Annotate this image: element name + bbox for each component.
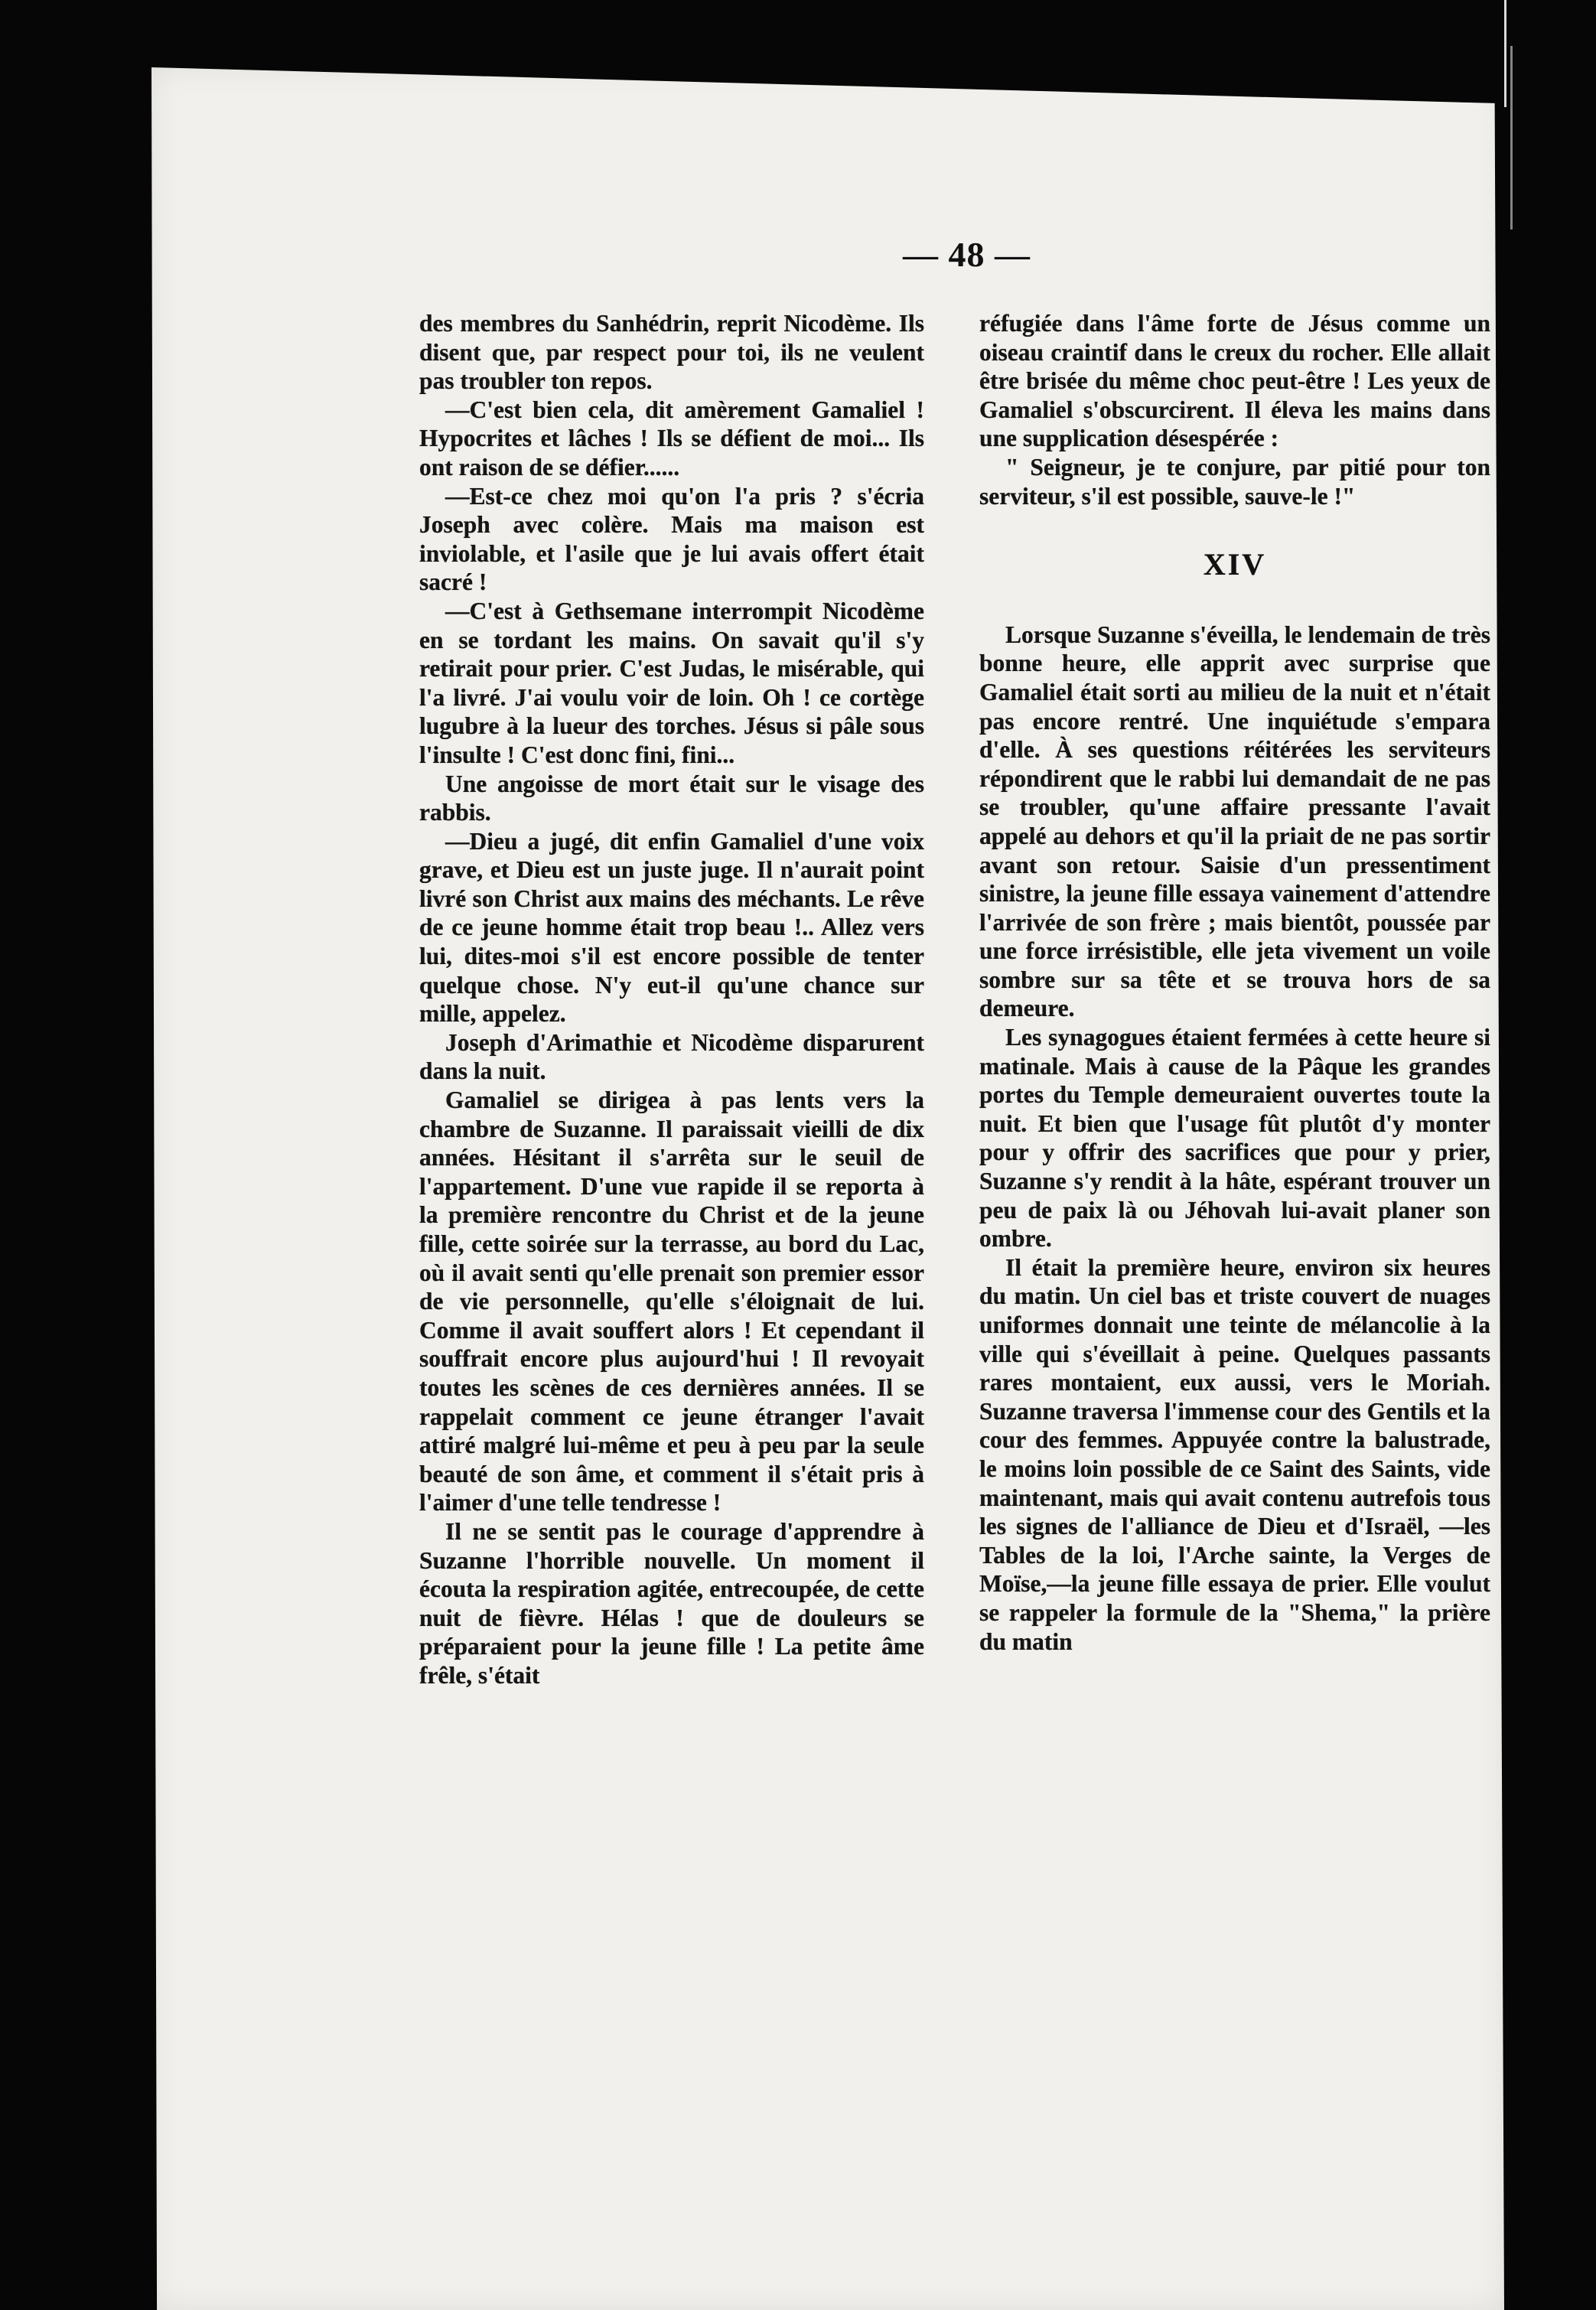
left-text-column <box>419 309 924 1690</box>
paragraph: Gamaliel se dirigea à pas lents vers la chambre de Suzanne. Il paraissait vieilli de dix années. Hésitant il s'arrêta sur le seuil de l'appartement. D'une vue rapide il se reporta à la première rencontre du Christ et de la jeune fille, cette soirée sur la terrasse, au bord du Lac, où il avait senti qu'elle prenait son premier essor de vie personnelle, qu'elle s'éloignait de lui. Comme il avait souffert alors ! Et cependant il souffrait encore plus aujourd'hui ! Il revoyait toutes les scènes de ces dernières années. Il se rappelait comment ce jeune étranger l'avait attiré malgré lui-même et peu à peu par la seule beauté de son âme, et comment il s'était pris à l'aimer d'une telle tendresse ! <box>419 1087 924 1517</box>
chapter-heading: XIV <box>1203 547 1267 582</box>
paragraph: Il ne se sentit pas le courage d'apprendre à Suzanne l'horrible nouvelle. Un moment il écouta la respiration agitée, entrecoupée, de cette nuit de fièvre. Hélas ! que de douleurs se préparaient pour la jeune fille ! La petite âme frêle, s'était <box>419 1517 924 1689</box>
paragraph: Les synagogues étaient fermées à cette heure si matinale. Mais à cause de la Pâque les grandes portes du Temple demeuraient ouvertes toute la nuit. Et bien que l'usage fût plutôt d'y monter pour y offrir des sacrifices que pour y prier, Suzanne s'y rendit à la hâte, espérant trouver un peu de paix là ou Jéhovah lui-avait planer son ombre. <box>979 1024 1490 1253</box>
paragraph: Il était la première heure, environ six heures du matin. Un ciel bas et triste couvert de nuages uniformes donnait une teinte de mélancolie à la ville qui s'éveillait à peine. Quelques passants rares montaient, eux aussi, vers le Moriah. Suzanne traversa l'immense cour des Gentils et la cour des femmes. Appuyée contre la balustrade, le moins loin possible de ce Saint des Saints, vide maintenant, mais qui avait contenu autrefois tous les signes de l'alliance de Dieu et d'Israël, —les Tables de la loi, l'Arche sainte, la Verges de Moïse,—la jeune fille essaya de prier. Elle voulut se rappeler la formule de la "Shema," la prière du matin <box>979 1253 1490 1655</box>
paragraph: réfugiée dans l'âme forte de Jésus comme un oiseau craintif dans le creux du rocher. Elle allait être brisée du même choc peut-être ! Les yeux de Gamaliel s'obscurcirent. Il éleva les mains dans une supplication désespérée : <box>979 310 1490 452</box>
paragraph: —C'est à Gethsemane interrompit Nicodème en se tordant les mains. On savait qu'il s'y retirait pour prier. C'est Judas, le misérable, qui l'a livré. J'ai voulu voir de loin. Oh ! ce cortège lugubre à la lueur des torches. Jésus si pâle sous l'insulte ! C'est donc fini, fini... <box>419 597 924 768</box>
page-edge-line <box>1504 0 1506 107</box>
paragraph: —C'est bien cela, dit amèrement Gamaliel ! Hypocrites et lâches ! Ils se défient de moi... Ils ont raison de se défier...... <box>419 396 924 481</box>
paragraph: Une angoisse de mort était sur le visage des rabbis. <box>419 770 924 826</box>
page-number: — 48 — <box>903 235 1031 274</box>
paragraph: —Dieu a jugé, dit enfin Gamaliel d'une voix grave, et Dieu est un juste juge. Il n'aurait point livré son Christ aux mains des méchants. Le rêve de ce jeune homme était trop beau !.. Allez vers lui, dites-moi s'il est encore possible de tenter quelque chose. N'y eut-il qu'une chance sur mille, appelez. <box>419 827 924 1028</box>
paragraph: —Est-ce chez moi qu'on l'a pris ? s'écria Joseph avec colère. Mais ma maison est inviolable, et l'asile que je lui avais offert était sacré ! <box>419 482 924 596</box>
paragraph: des membres du Sanhédrin, reprit Nicodème. Ils disent que, par respect pour toi, ils ne veulent pas troubler ton repos. <box>419 310 924 395</box>
page-edge-line <box>1510 46 1513 230</box>
right-text-column <box>979 309 1490 1656</box>
paragraph: Joseph d'Arimathie et Nicodème disparurent dans la nuit. <box>419 1028 924 1085</box>
paragraph: Lorsque Suzanne s'éveilla, le lendemain de très bonne heure, elle apprit avec surprise que Gamaliel était sorti au milieu de la nuit et n'était pas encore rentré. Une inquiétude s'empara d'elle. À ses questions réitérées les serviteurs répondirent que le rabbi lui demandait de ne pas se troubler, qu'une affaire pressante l'avait appelé au dehors et qu'il la priait de ne pas sortir avant son retour. Saisie d'un pressentiment sinistre, la jeune fille essaya vainement d'attendre l'arrivée de son frère ; mais bientôt, poussée par une force irrésistible, elle jeta vivement un voile sombre sur sa tête et se trouva hors de sa demeure. <box>979 621 1490 1022</box>
prayer-quote: " Seigneur, je te conjure, par pitié pour ton serviteur, s'il est possible, sauve-le !" <box>979 453 1490 510</box>
